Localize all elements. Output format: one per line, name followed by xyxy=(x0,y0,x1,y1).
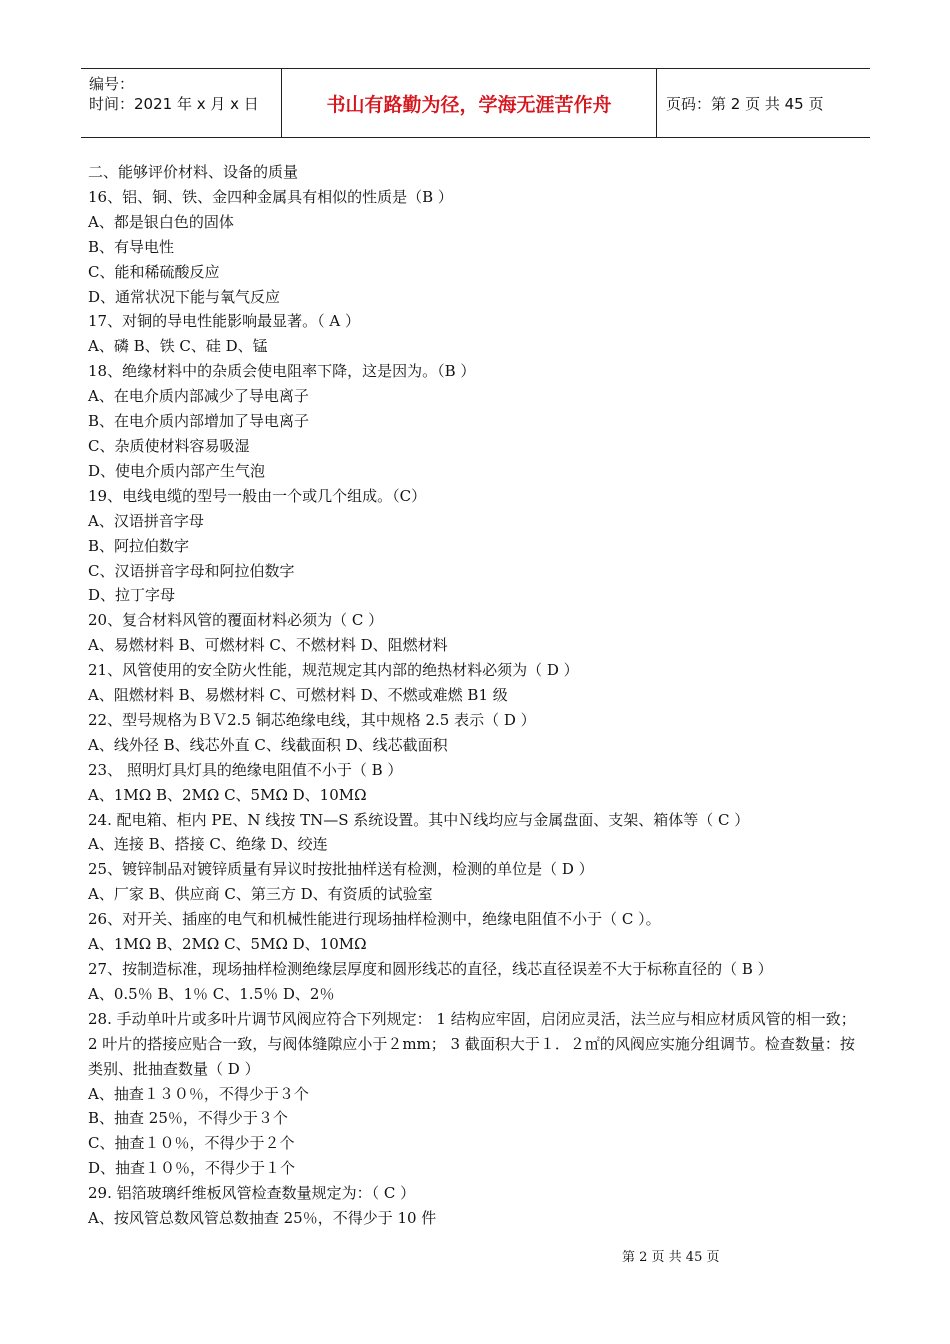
option-line: B、有导电性 xyxy=(88,237,175,256)
option-line: B、在电介质内部增加了导电离子 xyxy=(88,412,310,431)
option-line: B、抽查 25％，不得少于３个 xyxy=(88,1109,288,1128)
option-line: C、杂质使材料容易吸湿 xyxy=(88,436,250,455)
document-number-label: 编号： xyxy=(89,75,135,93)
question-line: 24. 配电箱、柜内 PE、N 线按 TN—S 系统设置。其中Ｎ线均应与金属盘面、支架、箱体等（ C ） xyxy=(88,810,750,829)
option-line: A、按风管总数风管总数抽查 25％，不得少于 10 件 xyxy=(88,1209,437,1228)
option-line: A、都是银白色的固体 xyxy=(88,212,234,231)
question-line: 16、铝、铜、铁、金四种金属具有相似的性质是（B ） xyxy=(88,187,453,206)
question-line: 26、对开关、插座的电气和机械性能进行现场抽样检测中，绝缘电阻值不小于（ C ）。 xyxy=(88,910,661,929)
option-line: D、抽查１０％，不得少于１个 xyxy=(88,1159,296,1178)
question-line: 23、 照明灯具灯具的绝缘电阻值不小于（ B ） xyxy=(88,760,403,779)
question-line: 19、电线电缆的型号一般由一个或几个组成。（C） xyxy=(88,486,427,505)
option-line: A、1MΩ B、2MΩ C、5MΩ D、10MΩ xyxy=(88,935,367,954)
option-line: D、使电介质内部产生气泡 xyxy=(88,461,266,480)
option-line: C、能和稀硫酸反应 xyxy=(88,262,220,281)
question-line: 21、风管使用的安全防火性能，规范规定其内部的绝热材料必须为（ D ） xyxy=(88,661,579,680)
option-line: D、拉丁字母 xyxy=(88,586,176,605)
header-slogan-cell xyxy=(282,69,657,137)
question-line: 29. 铝箔玻璃纤维板风管检查数量规定为：（ C ） xyxy=(88,1184,416,1203)
option-line: A、厂家 B、供应商 C、第三方 D、有资质的试验室 xyxy=(88,885,433,904)
option-line: A、0.5％ B、1％ C、1.5％ D、2％ xyxy=(88,984,335,1003)
page-header xyxy=(81,68,870,138)
question-line: 22、型号规格为ＢＶ2.5 铜芯绝缘电线，其中规格 2.5 表示（ D ） xyxy=(88,710,536,729)
header-meta-cell xyxy=(81,69,282,137)
option-line: A、汉语拼音字母 xyxy=(88,511,204,530)
page-footer: 第 2 页 共 45 页 xyxy=(622,1250,720,1265)
question-line: 17、对铜的导电性能影响最显著。（ A ） xyxy=(88,312,360,331)
question-line: 27、按制造标准，现场抽样检测绝缘层厚度和圆形线芯的直径，线芯直径误差不大于标称直径的（ B ） xyxy=(88,960,773,978)
question-line: 18、绝缘材料中的杂质会使电阻率下降，这是因为。（B ） xyxy=(88,362,476,381)
option-line: C、汉语拼音字母和阿拉伯数字 xyxy=(88,561,295,580)
option-line: B、阿拉伯数字 xyxy=(88,536,190,555)
option-line: A、1MΩ B、2MΩ C、5MΩ D、10MΩ xyxy=(88,785,367,804)
option-line: A、磷 B、铁 C、硅 D、锰 xyxy=(88,337,268,356)
option-line: D、通常状况下能与氧气反应 xyxy=(88,287,281,306)
option-line: A、抽查１３０％，不得少于３个 xyxy=(88,1084,309,1103)
header-page-cell xyxy=(657,69,870,137)
option-line: A、阻燃材料 B、易燃材料 C、可燃材料 D、不燃或难燃 B1 级 xyxy=(88,686,508,705)
option-line: A、在电介质内部减少了导电离子 xyxy=(88,387,309,406)
document-date: 时间：2021 年 x 月 x 日 xyxy=(89,95,259,113)
option-line: A、连接 B、搭接 C、绝缘 D、绞连 xyxy=(88,835,328,854)
option-line: A、易燃材料 B、可燃材料 C、不燃材料 D、阻燃材料 xyxy=(88,636,448,655)
document-body xyxy=(88,160,868,1231)
header-page-info: 页码：第 2 页 共 45 页 xyxy=(666,94,824,113)
option-line: A、线外径 B、线芯外直 C、线截面积 D、线芯截面积 xyxy=(88,735,448,754)
question-line: 20、复合材料风管的覆面材料必须为（ C ） xyxy=(88,611,384,630)
option-line: C、抽查１０％，不得少于２个 xyxy=(88,1134,295,1153)
question-line: 25、镀锌制品对镀锌质量有异议时按批抽样送有检测，检测的单位是（ D ） xyxy=(88,860,594,879)
text-line: 二、能够评价材料、设备的质量 xyxy=(88,163,299,181)
header-slogan: 书山有路勤为径，学海无涯苦作舟 xyxy=(326,93,612,116)
question-paragraph: 28. 手动单叶片或多叶片调节风阀应符合下列规定： 1 结构应牢固，启闭应灵活，法兰应与相应材质风管的相一致； 2 叶片的搭接应贴合一致，与阀体缝隙应小于２mm； 3 截面积大于１．２㎡的风阀应实施分组调节。检查数量：按类别、批抽查数量（ D ） xyxy=(88,1009,856,1078)
